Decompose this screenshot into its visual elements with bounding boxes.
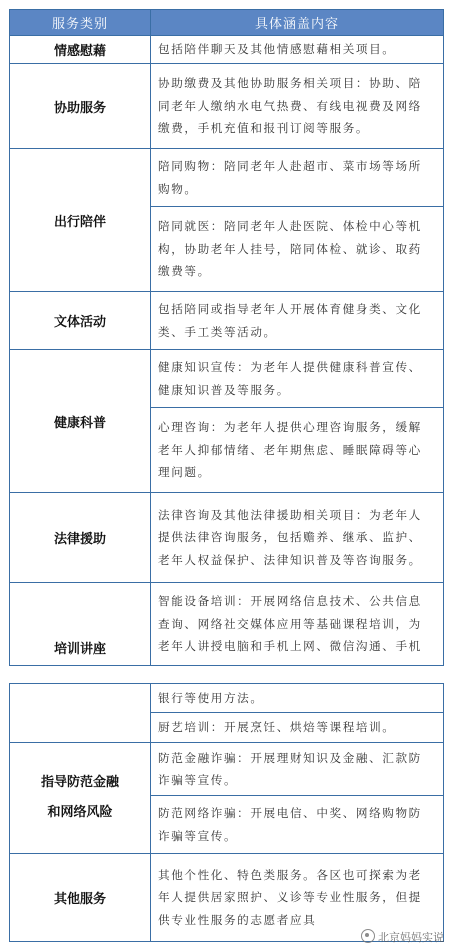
content-line: 老年人权益保护、法律知识普及等咨询服务。 bbox=[158, 552, 422, 567]
category-cell: 健康科普 bbox=[10, 350, 151, 493]
category-cell: 其他服务 bbox=[10, 854, 151, 942]
content-line: 诈骗等宣传。 bbox=[158, 773, 238, 787]
header-content: 具体涵盖内容 bbox=[151, 10, 444, 36]
table-row bbox=[10, 36, 444, 64]
content-line: 类、手工类等活动。 bbox=[158, 324, 277, 339]
content-line: 法律咨询及其他法律援助相关项目：为老年人 bbox=[158, 507, 422, 522]
table-row bbox=[10, 684, 444, 713]
content-cell bbox=[151, 350, 444, 408]
content-line: 老年人讲授电脑和手机上网、微信沟通、手机 bbox=[158, 639, 422, 654]
service-table-part2 bbox=[9, 683, 444, 942]
table-row bbox=[10, 292, 444, 350]
content-cell bbox=[151, 36, 444, 64]
content-line: 查询、网络社交媒体应用等基础课程培训，为 bbox=[158, 616, 422, 631]
category-cell: 法律援助 bbox=[10, 493, 151, 583]
content-line: 包括陪同或指导老年人开展体育健身类、文化 bbox=[158, 302, 422, 316]
content-line: 智能设备培训：开展网络信息技术、公共信息 bbox=[158, 594, 422, 609]
table-row bbox=[10, 493, 444, 583]
content-line: 心理咨询：为老年人提供心理咨询服务，缓解 bbox=[158, 420, 422, 435]
table-row bbox=[10, 64, 444, 149]
content-cell bbox=[151, 743, 444, 796]
content-line: 缴费，手机充值和报刊订阅等服务。 bbox=[158, 121, 370, 136]
content-line: 包括陪伴聊天及其他情感慰藉相关项目。 bbox=[158, 42, 396, 57]
content-line: 同老年人缴纳水电气热费、有线电视费及网络 bbox=[158, 98, 422, 113]
content-line: 银行等使用方法。 bbox=[158, 690, 264, 705]
category-cell: 培训讲座 bbox=[10, 583, 151, 666]
content-line: 构，协助老年人挂号，陪同体检、就诊、取药 bbox=[158, 241, 422, 256]
content-cell bbox=[151, 684, 444, 713]
wechat-account-icon bbox=[361, 929, 375, 943]
category-cell bbox=[10, 743, 151, 854]
table-row bbox=[10, 149, 444, 207]
category-line: 指导防范金融 bbox=[40, 775, 119, 790]
content-line: 协助缴费及其他协助服务相关项目：协助、陪 bbox=[158, 76, 422, 91]
content-cell bbox=[151, 493, 444, 583]
content-line: 老年人抑郁情绪、老年期焦虑、睡眠障碍等心 bbox=[158, 442, 422, 457]
content-cell bbox=[151, 796, 444, 854]
content-line: 供专业性服务的志愿者应具 bbox=[158, 912, 317, 927]
content-line: 缴费等。 bbox=[158, 264, 211, 279]
content-line: 年人提供居家照护、义诊等专业性服务，但提 bbox=[158, 890, 422, 905]
category-cell: 情感慰藉 bbox=[10, 36, 151, 64]
watermark bbox=[361, 929, 444, 945]
table-row bbox=[10, 743, 444, 796]
service-table-part1 bbox=[9, 9, 444, 666]
content-line: 提供法律咨询服务，包括赡养、继承、监护、 bbox=[158, 530, 422, 545]
table-row bbox=[10, 350, 444, 408]
content-line: 健康知识宣传：为老年人提供健康科普宣传、 bbox=[158, 360, 422, 374]
content-line: 厨艺培训：开展烹饪、烘焙等课程培训。 bbox=[158, 720, 396, 735]
content-cell bbox=[151, 207, 444, 292]
content-line: 陪同购物：陪同老年人赴超市、菜市场等场所 bbox=[158, 159, 422, 173]
content-cell bbox=[151, 583, 444, 666]
content-line: 防范金融诈骗：开展理财知识及金融、汇款防 bbox=[158, 750, 422, 765]
table-header-row bbox=[10, 10, 444, 36]
content-line: 理问题。 bbox=[158, 465, 211, 480]
category-line: 和网络风险 bbox=[47, 805, 113, 820]
table-row bbox=[10, 583, 444, 666]
content-cell bbox=[151, 408, 444, 493]
content-line: 其他个性化、特色类服务。各区也可探索为老 bbox=[158, 867, 422, 882]
content-line: 购物。 bbox=[158, 181, 198, 196]
content-line: 防范网络诈骗：开展电信、中奖、网络购物防 bbox=[158, 806, 422, 820]
content-cell bbox=[151, 149, 444, 207]
content-line: 诈骗等宣传。 bbox=[158, 828, 238, 843]
content-cell bbox=[151, 713, 444, 743]
header-category: 服务类别 bbox=[10, 10, 151, 36]
category-cell: 协助服务 bbox=[10, 64, 151, 149]
content-line: 陪同就医：陪同老年人赴医院、体检中心等机 bbox=[158, 219, 422, 234]
content-cell bbox=[151, 64, 444, 149]
category-cell bbox=[10, 684, 151, 743]
content-line: 健康知识普及等服务。 bbox=[158, 382, 290, 397]
category-cell: 文体活动 bbox=[10, 292, 151, 350]
category-cell: 出行陪伴 bbox=[10, 149, 151, 292]
content-cell bbox=[151, 292, 444, 350]
watermark-text: 北京妈妈实说 bbox=[378, 931, 444, 944]
